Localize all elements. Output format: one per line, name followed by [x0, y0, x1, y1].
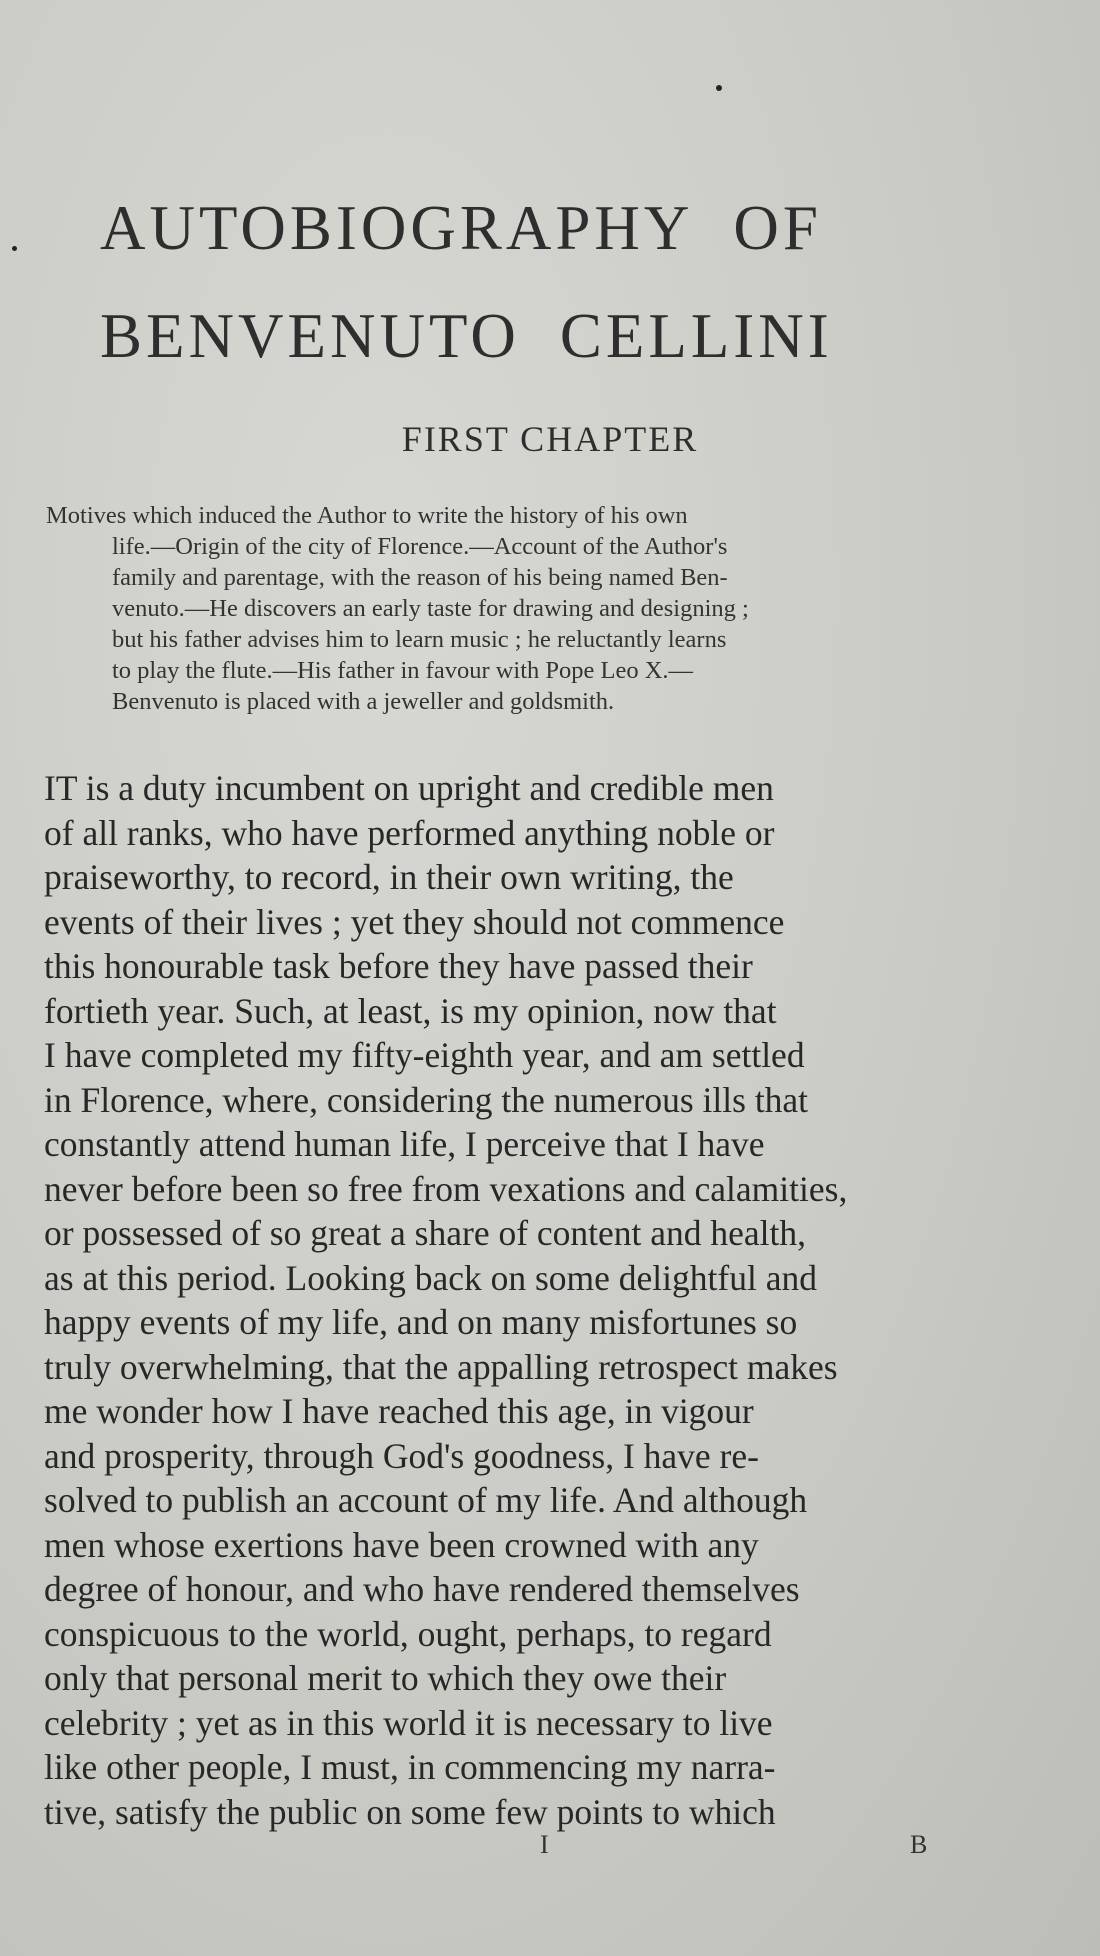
body-line: celebrity ; yet as in this world it is necessary to live [44, 1702, 773, 1743]
summary-line: to play the flute.—His father in favour with Pope Leo X.— [112, 657, 694, 684]
summary-line: Motives which induced the Author to write the history of his own [46, 502, 688, 529]
title-word: BENVENUTO [100, 301, 520, 372]
ink-speck [716, 85, 722, 91]
title-line-1 [100, 174, 1000, 282]
body-line: conspicuous to the world, ought, perhaps, to regard [44, 1613, 772, 1654]
body-line: men whose exertions have been crowned with any [44, 1524, 759, 1565]
summary-line: family and parentage, with the reason of his being named Ben- [112, 564, 728, 591]
body-line: in Florence, where, considering the numerous ills that [44, 1079, 809, 1120]
summary-line: Benvenuto is placed with a jeweller and goldsmith. [112, 688, 615, 715]
body-line: never before been so free from vexations and calamities, [44, 1168, 848, 1209]
body-line: constantly attend human life, I perceive that I have [44, 1124, 765, 1164]
chapter-heading: FIRST CHAPTER [401, 419, 699, 459]
summary-line: life.—Origin of the city of Florence.—Account of the Author's [112, 533, 728, 560]
body-line: truly overwhelming, that the appalling retrospect makes [44, 1346, 838, 1387]
book-title [100, 174, 1000, 390]
body-line: or possessed of so great a share of content and health, [44, 1213, 807, 1253]
body-line: this honourable task before they have passed their [44, 946, 753, 986]
chapter-summary [46, 500, 1016, 717]
body-line: fortieth year. Such, at least, is my opinion, now that [44, 990, 777, 1031]
body-line: I have completed my fifty-eighth year, and am settled [44, 1035, 805, 1075]
summary-line: but his father advises him to learn music ; he reluctantly learns [112, 626, 727, 653]
title-word: CELLINI [559, 301, 833, 372]
body-line: IT is a duty incumbent on upright and credible men [44, 768, 774, 808]
body-line: events of their lives ; yet they should not commence [44, 901, 785, 942]
title-line-2 [100, 282, 1000, 390]
body-line: praiseworthy, to record, in their own writing, the [44, 857, 734, 897]
body-text [44, 766, 1074, 1834]
body-line: solved to publish an account of my life. And although [44, 1480, 808, 1520]
title-word: AUTOBIOGRAPHY [100, 193, 694, 264]
body-line: of all ranks, who have performed anything noble or [44, 812, 775, 853]
page-number: I [540, 1830, 549, 1859]
body-line: happy events of my life, and on many misfortunes so [44, 1302, 798, 1342]
body-line: only that personal merit to which they owe their [44, 1658, 727, 1698]
body-line: tive, satisfy the public on some few points to which [44, 1791, 776, 1832]
body-line: like other people, I must, in commencing my narra- [44, 1747, 776, 1787]
signature-mark: B [910, 1830, 928, 1859]
ink-speck [12, 246, 17, 251]
body-line: and prosperity, through God's goodness, I have re- [44, 1435, 759, 1476]
body-line: me wonder how I have reached this age, in vigour [44, 1391, 754, 1431]
body-line: degree of honour, and who have rendered themselves [44, 1569, 800, 1609]
title-word: OF [733, 193, 822, 264]
body-line: as at this period. Looking back on some delightful and [44, 1257, 817, 1298]
summary-line: venuto.—He discovers an early taste for drawing and designing ; [112, 595, 749, 622]
